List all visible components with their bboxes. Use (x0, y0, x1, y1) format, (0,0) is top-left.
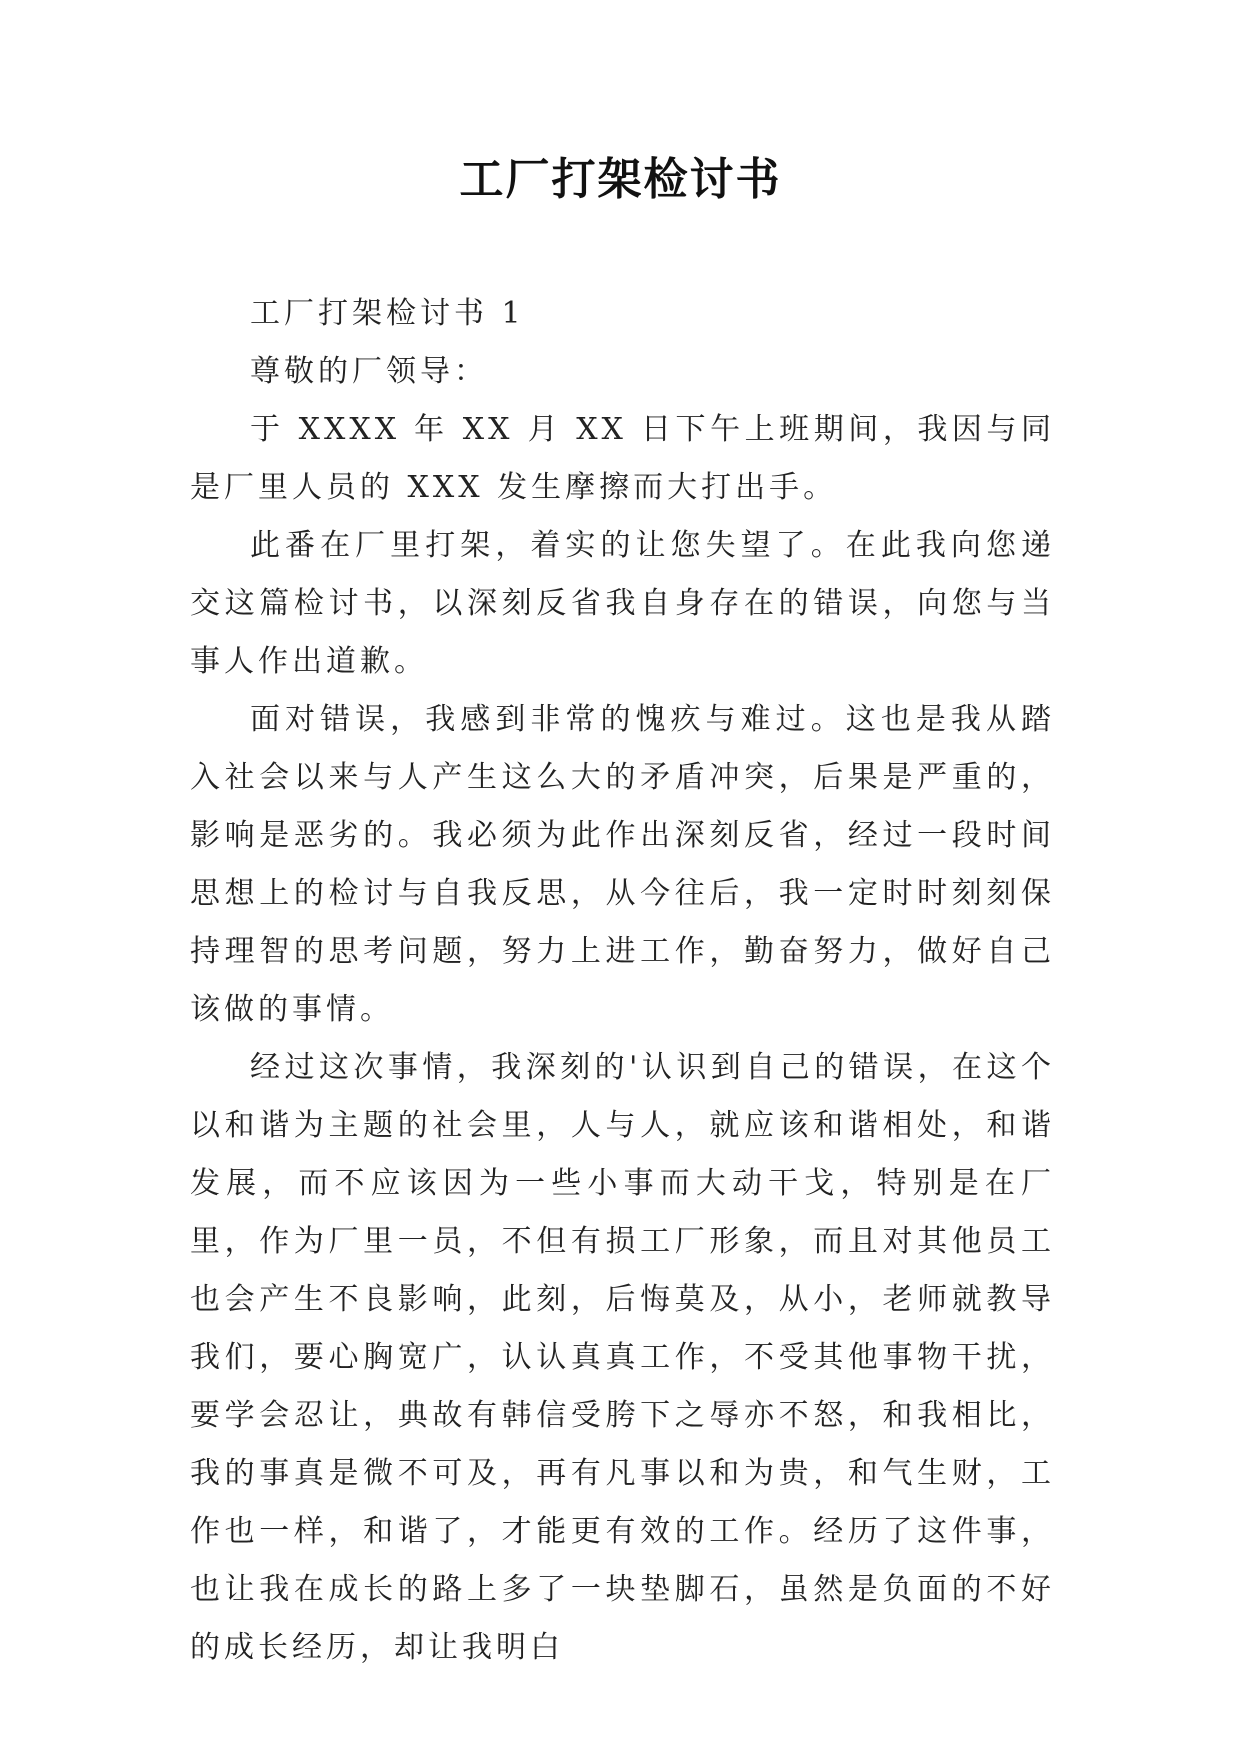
document-body (190, 285, 1055, 1677)
salutation: 尊敬的厂领导： (250, 354, 488, 389)
paragraph: 经过这次事情，我深刻的'认识到自己的错误，在这个以和谐为主题的社会里，人与人，就应该和谐相处，和谐发展，而不应该因为一些小事而大动干戈，特别是在厂里，作为厂里一员，不但有损工厂形象，而且对其他员工也会产生不良影响，此刻，后悔莫及，从小，老师就教导我们，要心胸宽广，认认真真工作，不受其他事物干扰，要学会忍让，典故有韩信受胯下之辱亦不怒，和我相比，我的事真是微不可及，再有凡事以和为贵，和气生财，工作也一样，和谐了，才能更有效的工作。经历了这件事，也让我在成长的路上多了一块垫脚石，虽然是负面的不好的成长经历，却让我明白 (190, 1050, 1055, 1665)
document-title: 工厂打架检讨书 (459, 154, 782, 205)
heading-line: 工厂打架检讨书 1 (250, 296, 525, 331)
paragraph: 此番在厂里打架，着实的让您失望了。在此我向您递交这篇检讨书，以深刻反省我自身存在的错误，向您与当事人作出道歉。 (190, 528, 1055, 679)
paragraph: 于 XXXX 年 XX 月 XX 日下午上班期间，我因与同是厂里人员的 XXX 发生摩擦而大打出手。 (190, 412, 1055, 505)
paragraph: 面对错误，我感到非常的愧疚与难过。这也是我从踏入社会以来与人产生这么大的矛盾冲突，后果是严重的，影响是恶劣的。我必须为此作出深刻反省，经过一段时间思想上的检讨与自我反思，从今往后，我一定时时刻刻保持理智的思考问题，努力上进工作，勤奋努力，做好自己该做的事情。 (190, 702, 1055, 1027)
